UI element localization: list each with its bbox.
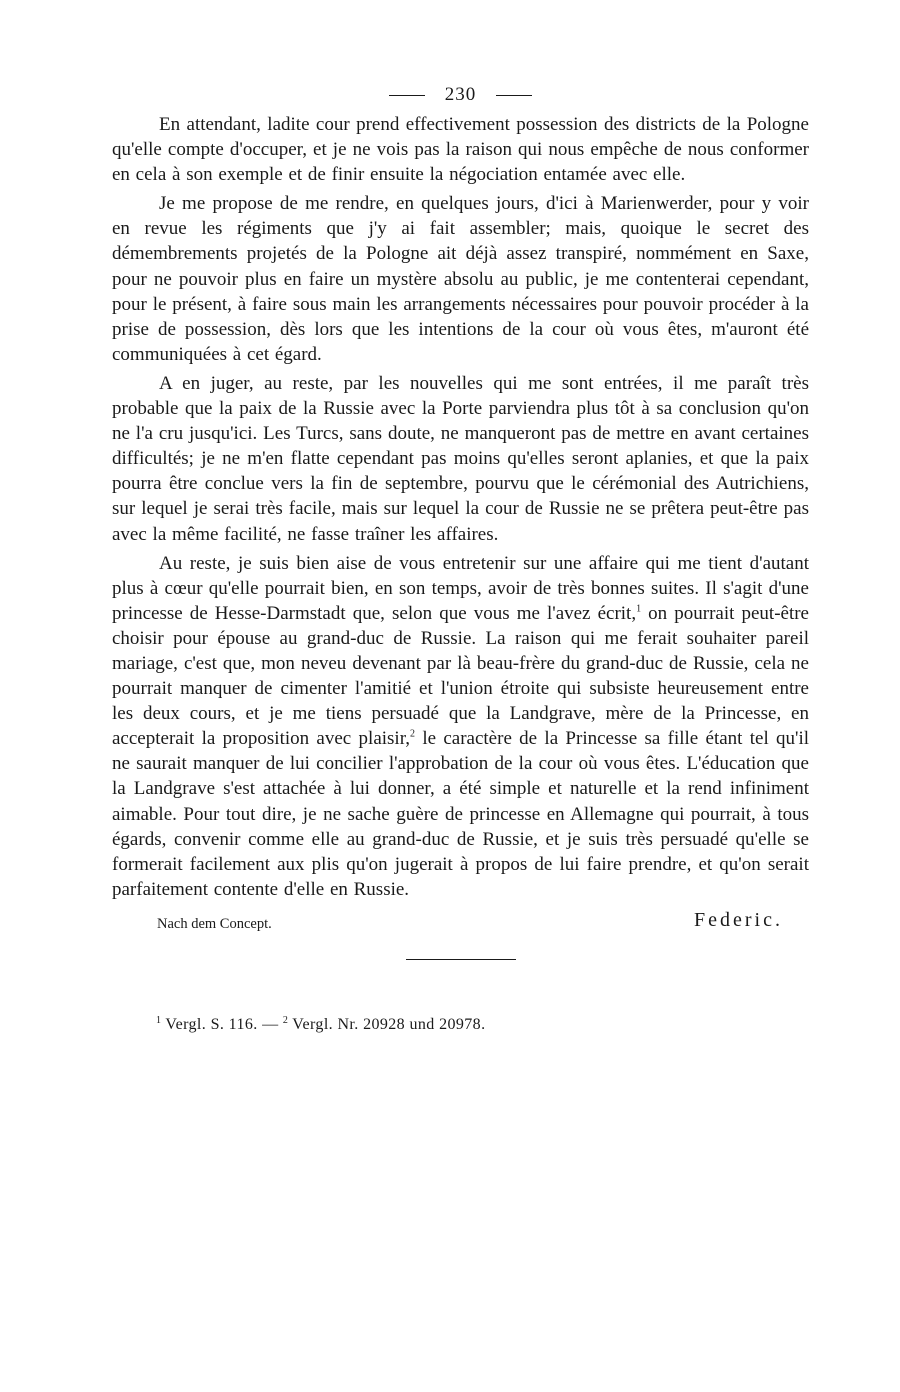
paragraph-4-part-3: le caractère de la Princesse sa fille étant tel qu'il ne saurait manquer de lui concilier l'approbation de la cour où vous êtes. L'éducation que la Landgrave s'est attachée à lui donner, a été simple et naturelle et la rend infiniment aimable. Pour tout dire, je ne sache guère de princesse en Allemagne qui pourrait, à tous égards, convenir comme elle au grand-duc de Russie, et je suis très persuadé qu'elle se formerait facilement aux plis qu'on jugerait à propos de lui faire prendre, et qu'on serait parfaitement contente d'elle en Russie. — [112, 728, 810, 900]
header-dash-left — [389, 95, 425, 96]
source-note: Nach dem Concept. — [157, 915, 272, 932]
paragraph-1: En attendant, ladite cour prend effectivement possession des districts de la Pologne qu'elle compte d'occuper, et je ne vois pas la raison qui nous empêche de nous conformer en cela à son exemple et de finir ensuite la négociation entamée avec elle. — [112, 114, 809, 186]
closing-block — [112, 906, 809, 942]
footnote-text-1: Vergl. S. 116. — — [165, 1015, 279, 1033]
paragraph-2: Je me propose de me rendre, en quelques jours, d'ici à Marienwerder, pour y voir en revue les régiments que j'y ai fait assembler; mais, quoique le secret des démembrements projetés de la Pologne ait déjà assez transpiré, nommément en Saxe, pour ne pouvoir plus en faire un mystère absolu au public, je me contenterai cependant, pour le présent, à faire sous main les arrangements nécessaires pour pouvoir procéder à la prise de possession, dès lors que les intentions de la cour où vous êtes, m'auront été communiquées à cet égard. — [112, 193, 809, 365]
footnote-mark-1: 1 — [156, 1014, 162, 1026]
signature: Federic. — [694, 908, 783, 931]
footnote-ref-1: 1 — [636, 603, 642, 615]
paragraph-4 — [112, 551, 809, 902]
paragraph-4-part-1: Au reste, je suis bien aise de vous entretenir sur une affaire qui me tient d'autant plus à cœur qu'elle pourrait bien, en son temps, avoir de très bonnes suites. Il s'agit d'une princesse de Hesse-Darmstadt que, selon que vous me l'avez écrit, — [112, 552, 809, 624]
page-header — [112, 78, 809, 112]
paragraph-3: A en juger, au reste, par les nouvelles qui me sont entrées, il me paraît très probable que la paix de la Russie avec la Porte parviendra plus tôt à sa conclusion qu'on ne l'a cru jusqu'ici. Les Turcs, sans doute, ne manqueront pas de mettre en avant certaines difficultés; je ne m'en flatte cependant pas moins qu'elles seront aplanies, et que la paix pourra être conclue vers la fin de septembre, pourvu que le cérémonial des Autrichiens, sur lequel je serai très facile, mais sur lequel la cour de Russie ne se prêtera peut-être pas avec la même facilité, ne fasse traîner les affaires. — [112, 372, 809, 545]
footnote-ref-2: 2 — [410, 728, 416, 740]
header-dash-right — [496, 95, 532, 96]
page-number: 230 — [444, 84, 477, 105]
document-page — [112, 78, 809, 1034]
footnote-separator — [406, 959, 516, 960]
footnote-text-2: Vergl. Nr. 20928 und 20978. — [292, 1015, 486, 1033]
footnote-mark-2: 2 — [282, 1014, 289, 1026]
paragraph-4-part-2: on pourrait peut-être choisir pour épouse au grand-duc de Russie. La raison qui me ferait souhaiter pareil mariage, c'est que, mon neveu devenant par là beau-frère du grand-duc de Russie, cela ne pourrait manquer de cimenter l'amitié et l'union étroite qui subsiste heureusement entre les deux cours, et je me tiens persuadé que la Landgrave, mère de la Princesse, en accepterait la proposition avec plaisir, — [112, 602, 809, 750]
footnotes — [156, 1016, 809, 1034]
